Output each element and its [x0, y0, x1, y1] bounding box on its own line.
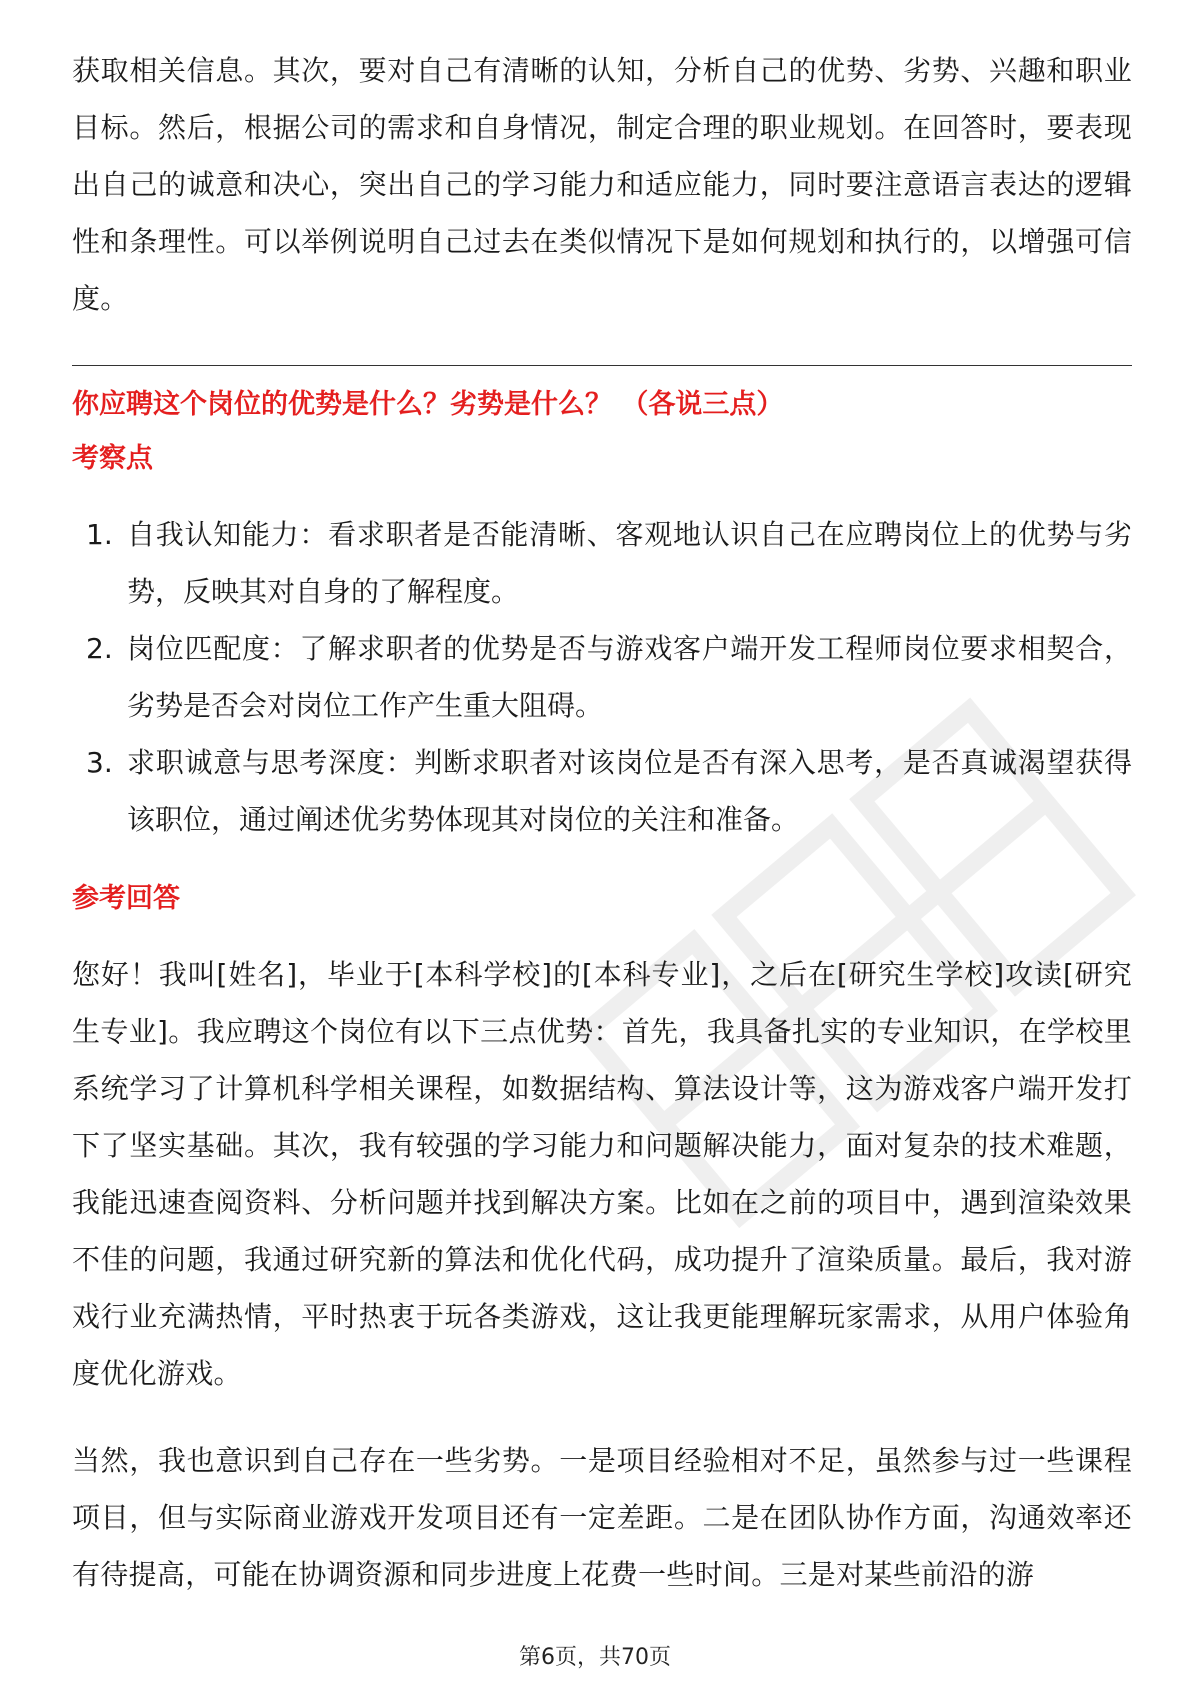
list-item [72, 506, 1132, 620]
focus-heading: 考察点 [72, 443, 153, 474]
page-number: 第6页，共70页 [519, 1645, 671, 1670]
list-item-number: 1. [86, 518, 113, 551]
list-item-text: 岗位匹配度：了解求职者的优势是否与游戏客户端开发工程师岗位要求相契合，劣势是否会对岗位工作产生重大阻碍。 [127, 632, 1132, 722]
answer-heading: 参考回答 [72, 883, 180, 914]
focus-points-list [72, 506, 1132, 848]
list-item-text: 自我认知能力：看求职者是否能清晰、客观地认识自己在应聘岗位上的优势与劣势，反映其对自身的了解程度。 [127, 518, 1132, 608]
answer-paragraph: 您好！我叫[姓名]，毕业于[本科学校]的[本科专业]，之后在[研究生学校]攻读[研究生专业]。我应聘这个岗位有以下三点优势：首先，我具备扎实的专业知识，在学校里系统学习了计算机科学相关课程，如数据结构、算法设计等，这为游戏客户端开发打下了坚实基础。其次，我有较强的学习能力和问题解决能力，面对复杂的技术难题，我能迅速查阅资料、分析问题并找到解决方案。比如在之前的项目中，遇到渲染效果不佳的问题，我通过研究新的算法和优化代码，成功提升了渲染质量。最后，我对游戏行业充满热情，平时热衷于玩各类游戏，这让我更能理解玩家需求，从用户体验角度优化游戏。 [72, 958, 1132, 1390]
document-page [72, 42, 1132, 1603]
question-title: 你应聘这个岗位的优势是什么？劣势是什么？ （各说三点） [72, 389, 784, 420]
list-item-number: 3. [86, 746, 113, 779]
list-item-text: 求职诚意与思考深度：判断求职者对该岗位是否有深入思考，是否真诚渴望获得该职位，通过阐述优劣势体现其对岗位的关注和准备。 [127, 746, 1132, 836]
list-item [72, 620, 1132, 734]
list-item-number: 2. [86, 632, 113, 665]
answer-paragraph: 当然，我也意识到自己存在一些劣势。一是项目经验相对不足，虽然参与过一些课程项目，但与实际商业游戏开发项目还有一定差距。二是在团队协作方面，沟通效率还有待提高，可能在协调资源和同步进度上花费一些时间。三是对某些前沿的游 [72, 1444, 1132, 1591]
section-divider [72, 365, 1132, 366]
list-item [72, 734, 1132, 848]
intro-paragraph: 获取相关信息。其次，要对自己有清晰的认知，分析自己的优势、劣势、兴趣和职业目标。然后，根据公司的需求和自身情况，制定合理的职业规划。在回答时，要表现出自己的诚意和决心，突出自己的学习能力和适应能力，同时要注意语言表达的逻辑性和条理性。可以举例说明自己过去在类似情况下是如何规划和执行的，以增强可信度。 [72, 54, 1132, 315]
